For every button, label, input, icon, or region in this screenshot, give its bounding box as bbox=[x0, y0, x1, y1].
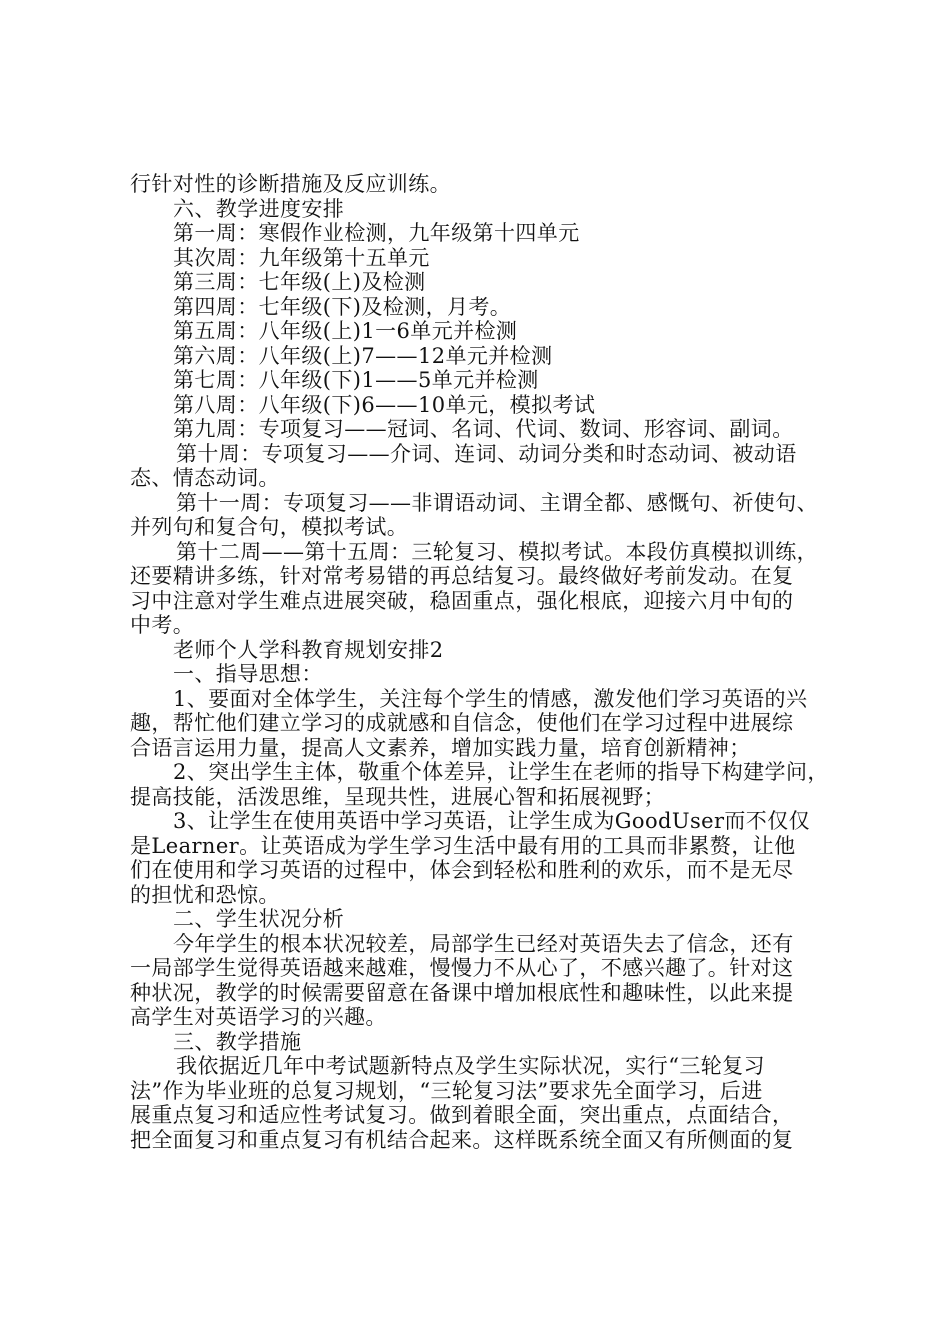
text-line: 其次周：九年级第十五单元 bbox=[173, 245, 430, 270]
text-line: 把全面复习和重点复习有机结合起来。这样既系统全面又有所侧面的复 bbox=[130, 1127, 794, 1152]
text-line: 并列句和复合句，模拟考试。 bbox=[130, 515, 409, 539]
section-heading-schedule: 六、教学进度安排 bbox=[173, 196, 345, 221]
text-line: 今年学生的根本状况较差，局部学生已经对英语失去了信念，还有 bbox=[173, 931, 794, 956]
text-line: 第七周：八年级(下)1——5单元并检测 bbox=[173, 368, 539, 392]
text-line: 们在使用和学习英语的过程中，体会到轻松和胜利的欢乐，而不是无尽 bbox=[130, 858, 794, 882]
section-heading-teaching-measures: 三、教学措施 bbox=[173, 1029, 302, 1054]
text-line: 提高技能，活泼思维，呈现共性，进展心智和拓展视野； bbox=[130, 784, 665, 809]
text-line: 中考。 bbox=[130, 613, 195, 637]
text-line: 第六周：八年级(上)7——12单元并检测 bbox=[173, 343, 553, 368]
text-line: 第一周：寒假作业检测，九年级第十四单元 bbox=[173, 221, 580, 245]
text-line: 2、突出学生主体，敬重个体差异，让学生在老师的指导下构建学问， bbox=[173, 760, 829, 784]
text-line: 3、让学生在使用英语中学习英语，让学生成为GoodUser而不仅仅 bbox=[173, 809, 811, 833]
text-line: 行针对性的诊断措施及反应训练。 bbox=[130, 172, 451, 196]
text-line: 展重点复习和适应性考试复习。做到着眼全面，突出重点，点面结合， bbox=[130, 1103, 794, 1127]
text-line: 一局部学生觉得英语越来越难，慢慢力不从心了，不感兴趣了。针对这 bbox=[130, 956, 794, 980]
document-body bbox=[130, 172, 830, 1152]
text-line: 态、情态动词。 bbox=[130, 466, 280, 490]
text-line: 第三周：七年级(上)及检测 bbox=[173, 270, 426, 294]
text-line: 第十周：专项复习——介词、连词、动词分类和时态动词、被动语 bbox=[176, 441, 797, 466]
text-line: 第十一周：专项复习——非谓语动词、主谓全都、感慨句、祈使句、 bbox=[176, 490, 818, 515]
text-line: 趣，帮忙他们建立学习的成就感和自信念，使他们在学习过程中进展综 bbox=[130, 711, 794, 735]
document-subtitle: 老师个人学科教育规划安排2 bbox=[173, 637, 444, 662]
text-line: 我依据近几年中考试题新特点及学生实际状况，实行“三轮复习 bbox=[176, 1054, 765, 1078]
text-line: 第九周：专项复习——冠词、名词、代词、数词、形容词、副词。 bbox=[173, 417, 794, 441]
text-line: 是Learner。让英语成为学生学习生活中最有用的工具而非累赘，让他 bbox=[130, 833, 796, 858]
text-line: 合语言运用力量，提高人文素养，增加实践力量，培育创新精神； bbox=[130, 735, 751, 760]
text-line: 第八周：八年级(下)6——10单元，模拟考试 bbox=[173, 392, 596, 417]
text-line: 的担忧和恐惊。 bbox=[130, 882, 280, 907]
text-line: 第五周：八年级(上)1一6单元并检测 bbox=[173, 319, 518, 343]
section-heading-student-analysis: 二、学生状况分析 bbox=[173, 907, 345, 931]
text-line: 1、要面对全体学生，关注每个学生的情感，激发他们学习英语的兴 bbox=[173, 686, 808, 711]
section-heading-guiding-ideas: 一、指导思想： bbox=[173, 662, 323, 686]
text-line: 种状况，教学的时候需要留意在备课中增加根底性和趣味性，以此来提 bbox=[130, 980, 794, 1005]
text-line: 第四周：七年级(下)及检测，月考。 bbox=[173, 294, 512, 319]
text-line: 第十二周——第十五周：三轮复习、模拟考试。本段仿真模拟训练， bbox=[176, 539, 818, 564]
text-line: 还要精讲多练，针对常考易错的再总结复习。最终做好考前发动。在复 bbox=[130, 564, 794, 588]
text-line: 法”作为毕业班的总复习规划，“三轮复习法”要求先全面学习，后进 bbox=[130, 1078, 763, 1103]
text-line: 习中注意对学生难点进展突破，稳固重点，强化根底，迎接六月中旬的 bbox=[130, 588, 794, 613]
text-line: 高学生对英语学习的兴趣。 bbox=[130, 1005, 387, 1029]
